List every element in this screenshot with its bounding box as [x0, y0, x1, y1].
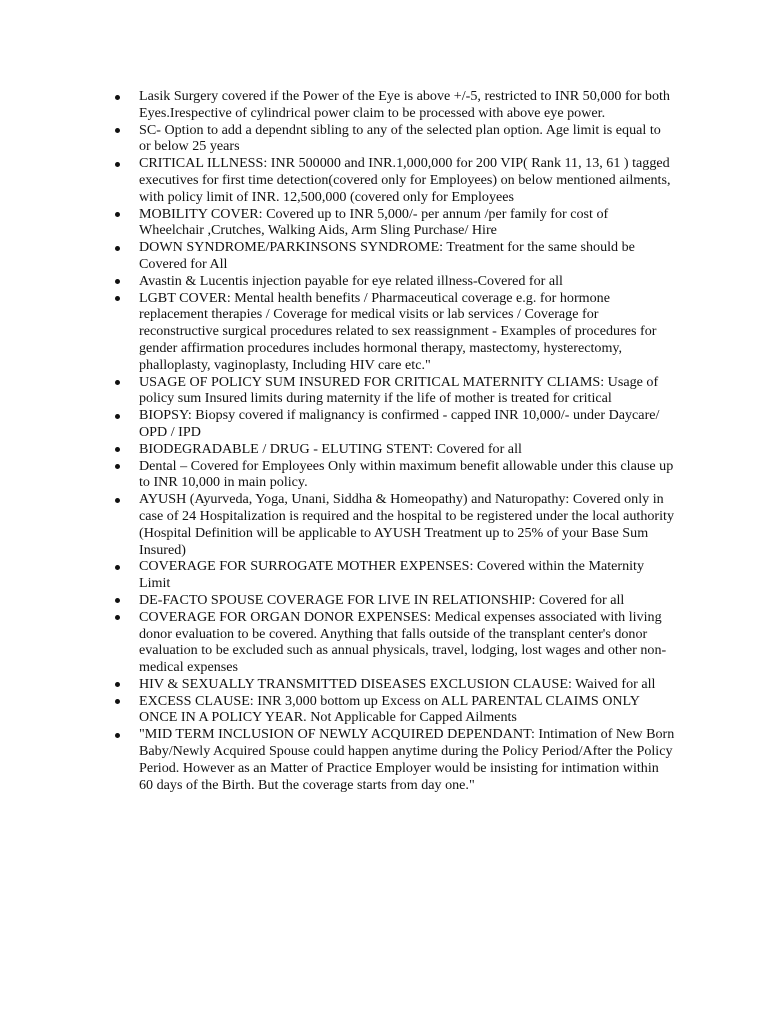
bullet-icon	[115, 565, 120, 570]
bullet-icon	[115, 464, 120, 469]
list-item-text: MOBILITY COVER: Covered up to INR 5,000/- per annum /per family for cost of Wheelchair ,Crutches, Walking Aids, Arm Sling Purchase/ Hire	[139, 205, 609, 239]
list-item-text: "MID TERM INCLUSION OF NEWLY ACQUIRED DEPENDANT: Intimation of New Born Baby/Newly Acquired Spouse could happen anytime during the Policy Period/After the Policy Period. However as an Matter of Practice Employer would be insisting for intimation within 60 days of the Birth. But the coverage starts from day one."	[139, 726, 675, 793]
list-item-text: BIODEGRADABLE / DRUG - ELUTING STENT: Covered for all	[139, 440, 522, 457]
list-item-text: Dental – Covered for Employees Only within maximum benefit allowable under this clause up to INR 10,000 in main policy.	[139, 457, 674, 491]
list-item-text: EXCESS CLAUSE: INR 3,000 bottom up Excess on ALL PARENTAL CLAIMS ONLY ONCE IN A POLICY YEAR. Not Applicable for Capped Ailments	[139, 692, 640, 726]
coverage-bullet-list	[0, 88, 768, 793]
list-item	[0, 609, 676, 676]
bullet-icon	[115, 212, 120, 217]
bullet-icon	[115, 380, 120, 385]
list-item-text: DOWN SYNDROME/PARKINSONS SYNDROME: Treatment for the same should be Covered for All	[139, 239, 635, 272]
list-item	[0, 155, 676, 205]
list-item-text: BIOPSY: Biopsy covered if malignancy is confirmed - capped INR 10,000/- under Daycare/ OPD / IPD	[139, 407, 660, 440]
list-item	[0, 273, 676, 290]
bullet-icon	[115, 682, 120, 687]
list-item-text: CRITICAL ILLNESS: INR 500000 and INR.1,000,000 for 200 VIP( Rank 11, 13, 61 ) tagged executives for first time detection(covered only for Employees) on below mentioned ailments, with policy limit of INR. 12,500,000 (covered only for Employees	[139, 155, 671, 205]
list-item	[0, 676, 676, 693]
list-item	[0, 374, 676, 408]
list-item	[0, 491, 676, 558]
bullet-icon	[115, 279, 120, 284]
list-item	[0, 558, 676, 592]
list-item	[0, 407, 676, 441]
list-item	[0, 206, 676, 240]
bullet-icon	[115, 128, 120, 133]
list-item-text: SC- Option to add a dependnt sibling to any of the selected plan option. Age limit is equal to or below 25 years	[139, 121, 661, 155]
bullet-icon	[115, 615, 120, 620]
list-item-text: LGBT COVER: Mental health benefits / Pharmaceutical coverage e.g. for hormone replacement therapies / Coverage for medical visits or lab services / Coverage for reconstructive surgical procedures related to sex reassignment - Examples of procedures for gender affirmation procedures includes hormonal therapy, mastectomy, hysterectomy, phalloplasty, vaginoplasty, Including HIV care etc."	[139, 289, 657, 373]
bullet-icon	[115, 246, 120, 251]
bullet-icon	[115, 162, 120, 167]
list-item	[0, 693, 676, 727]
bullet-icon	[115, 95, 120, 100]
bullet-icon	[115, 498, 120, 503]
list-item	[0, 239, 676, 273]
bullet-icon	[115, 598, 120, 603]
list-item-text: HIV & SEXUALLY TRANSMITTED DISEASES EXCLUSION CLAUSE: Waived for all	[139, 675, 656, 692]
list-item-text: Lasik Surgery covered if the Power of the Eye is above +/-5, restricted to INR 50,000 for both Eyes.Irespective of cylindrical power claim to be processed with above eye power.	[139, 88, 670, 121]
list-item	[0, 122, 676, 156]
bullet-icon	[115, 447, 120, 452]
list-item-text: AYUSH (Ayurveda, Yoga, Unani, Siddha & Homeopathy) and Naturopathy: Covered only in case of 24 Hospitalization is required and the hospital to be registered under the local authority (Hospital Definition will be applicable to AYUSH Treatment up to 25% of your Base Sum Insured)	[139, 491, 675, 558]
list-item-text: COVERAGE FOR ORGAN DONOR EXPENSES: Medical expenses associated with living donor evaluation to be covered. Anything that falls outside of the transplant center's donor evaluation to be excluded such as annual physicals, travel, lodging, lost wages and other non-medical expenses	[139, 608, 667, 676]
list-item	[0, 458, 676, 492]
bullet-icon	[115, 699, 120, 704]
list-item	[0, 726, 676, 793]
list-item-text: USAGE OF POLICY SUM INSURED FOR CRITICAL MATERNITY CLIAMS: Usage of policy sum Insured limits during maternity if the life of mother is treated for critical	[139, 373, 659, 407]
list-item-text: COVERAGE FOR SURROGATE MOTHER EXPENSES: Covered within the Maternity Limit	[139, 558, 645, 592]
list-item-text: Avastin & Lucentis injection payable for eye related illness-Covered for all	[139, 272, 563, 289]
list-item-text: DE-FACTO SPOUSE COVERAGE FOR LIVE IN RELATIONSHIP: Covered for all	[139, 591, 625, 608]
list-item	[0, 441, 676, 458]
list-item	[0, 88, 676, 122]
bullet-icon	[115, 733, 120, 738]
list-item	[0, 290, 676, 374]
bullet-icon	[115, 296, 120, 301]
bullet-icon	[115, 414, 120, 419]
list-item	[0, 592, 676, 609]
